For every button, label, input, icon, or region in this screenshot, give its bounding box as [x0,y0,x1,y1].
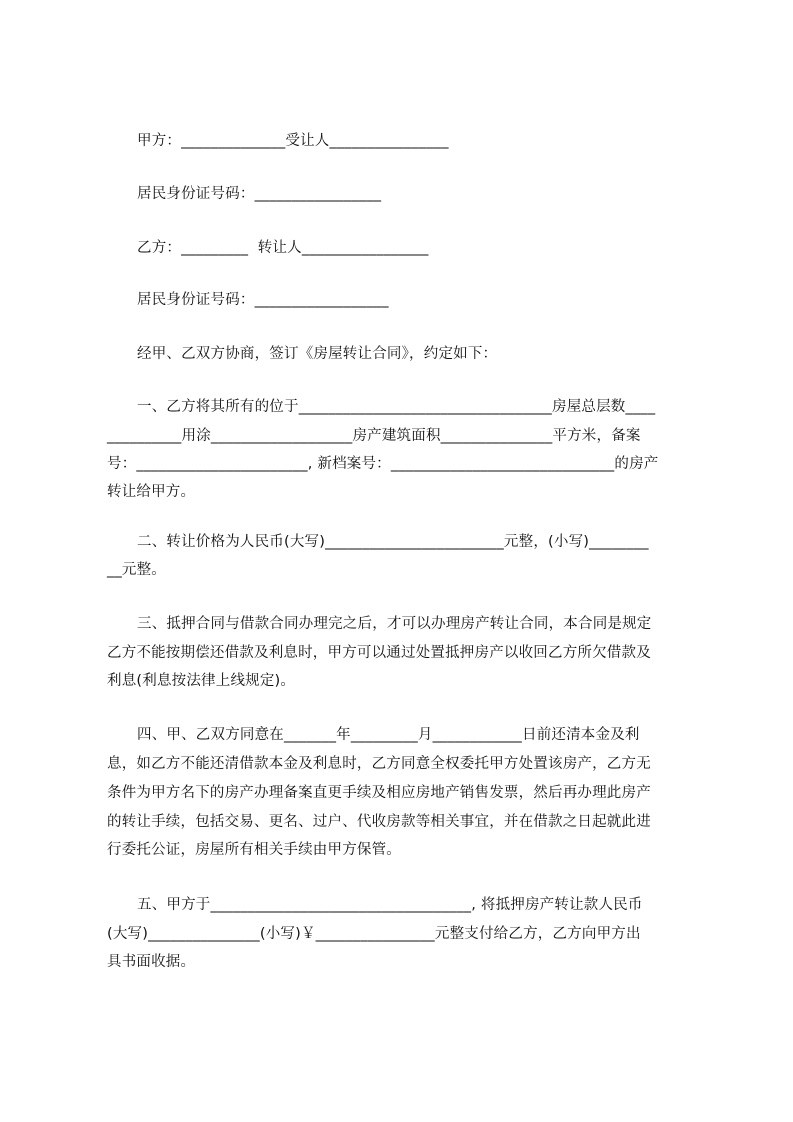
clause-4-line: 四、甲、乙双方同意在_______年_________月____________日前还清本金及利 [137,727,640,743]
clause-2-line: __元整。 [107,562,166,578]
clause-1-line: 一、乙方将其所有的位于__________________________________房屋总层数____ [137,399,656,415]
clause-3-line: 三、抵押合同与借款合同办理完之后，才可以办理房产转让合同，本合同是规定 [137,616,652,632]
clause-2-line: 二、转让价格为人民币(大写)________________________元整，(小写)________ [137,534,649,550]
clause-3-line: 乙方不能按期偿还借款及利息时，甲方可以通过处置抵押房产以收回乙方所欠借款及 [107,645,651,661]
clause-4-line: 息，如乙方不能还清借款本金及利息时，乙方同意全权委托甲方处置该房产，乙方无 [107,756,651,772]
clause-4-line: 条件为甲方名下的房产办理备案直更手续及相应房地产销售发票，然后再办理此房产 [107,785,651,801]
intro-line: 经甲、乙双方协商，签订《房屋转让合同》，约定如下： [137,346,498,362]
clause-4-line: 行委托公证，房屋所有相关手续由甲方保管。 [107,842,401,858]
clause-5-line: 五、甲方于___________________________________, 将抵押房产转让款人民币 [137,897,643,913]
party-b-line: 乙方：_________ 转让人_________________ [137,240,429,256]
clause-5-line: 具书面收据。 [107,954,196,970]
clause-1-line: 号：_______________________, 新档案号：______________________________的房产 [107,456,659,472]
clause-1-line: __________用涂___________________房产建筑面积_______________平方米，备案 [107,428,641,444]
clause-5-line: (大写)_______________(小写)￥________________元整支付给乙方，乙方向甲方出 [107,926,641,942]
party-a-line: 甲方：______________受让人________________ [137,133,449,149]
clause-1-line: 转让给甲方。 [107,484,196,500]
clause-4-line: 的转让手续，包括交易、更名、过户、代收房款等相关事宜，并在借款之日起就此进 [107,814,651,830]
clause-3-line: 利息(利息按法律上线规定)。 [107,673,296,689]
party-b-id-line: 居民身份证号码：__________________ [137,292,389,308]
party-a-id-line: 居民身份证号码：_________________ [137,186,382,202]
